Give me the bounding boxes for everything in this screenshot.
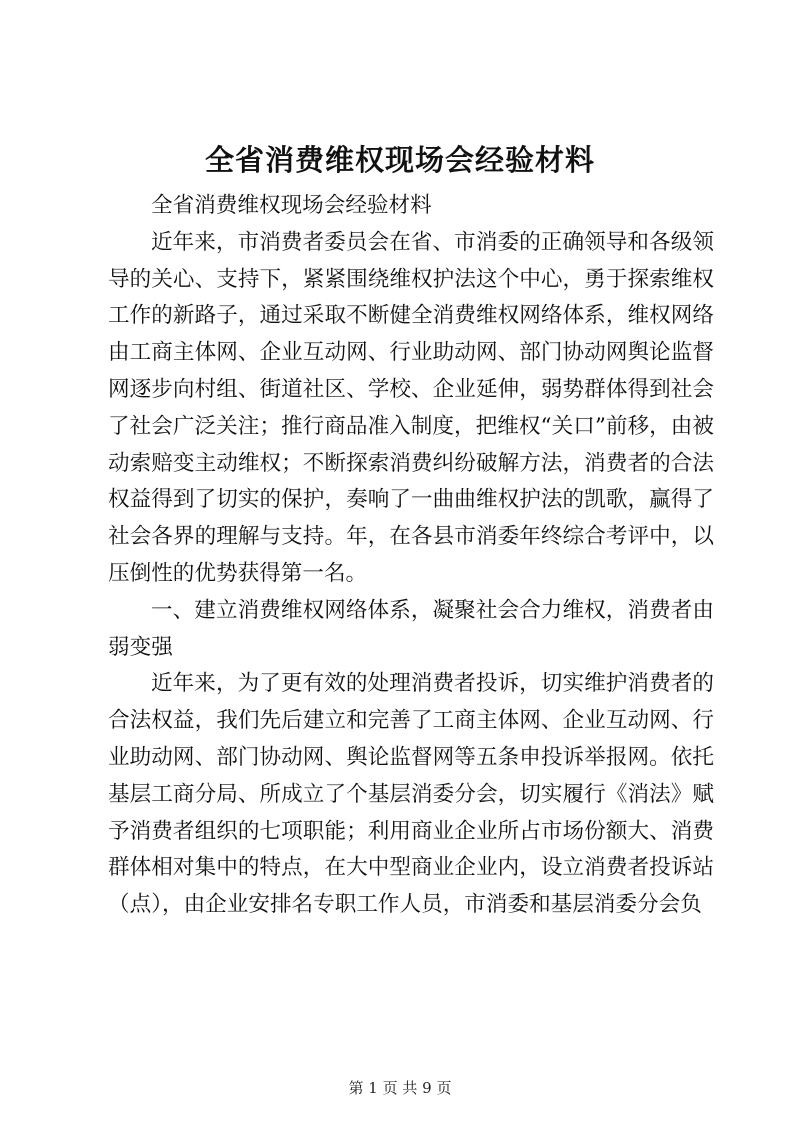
section-heading-1: 一、建立消费维权网络体系，凝聚社会合力维权，消费者由弱变强: [108, 597, 714, 660]
intro-paragraph: 近年来，市消费者委员会在省、市消委的正确领导和各级领导的关心、支持下，紧紧围绕维权护法这个中心，勇于探索维权工作的新路子，通过采取不断健全消费维权网络体系，维权网络由工商主体网、企业互动网、行业助动网、部门协动网舆论监督网逐步向村组、街道社区、学校、企业延伸，弱势群体得到社会了社会广泛关注；推行商品准入制度，把维权“关口”前移，由被动索赔变主动维权；不断探索消费纠纷破解方法，消费者的合法权益得到了切实的保护，奏响了一曲曲维权护法的凯歌，赢得了社会各界的理解与支持。年，在各县市消委年终综合考评中，以压倒性的优势获得第一名。: [108, 229, 714, 586]
document-title: 全省消费维权现场会经验材料: [204, 143, 595, 177]
section-1-paragraph: 近年来，为了更有效的处理消费者投诉，切实维护消费者的合法权益，我们先后建立和完善了工商主体网、企业互动网、行业助动网、部门协动网、舆论监督网等五条申投诉举报网。依托基层工商分局、所成立了个基层消委分会，切实履行《消法》赋予消费者组织的七项职能；利用商业企业所占市场份额大、消费群体相对集中的特点，在大中型商业企业内，设立消费者投诉站（点），由企业安排名专职工作人员，市消委和基层消委分会负: [108, 671, 714, 918]
document-body: [108, 188, 714, 924]
subtitle-paragraph: 全省消费维权现场会经验材料: [151, 193, 432, 218]
page-footer: 第 1 页 共 9 页: [348, 1079, 452, 1097]
